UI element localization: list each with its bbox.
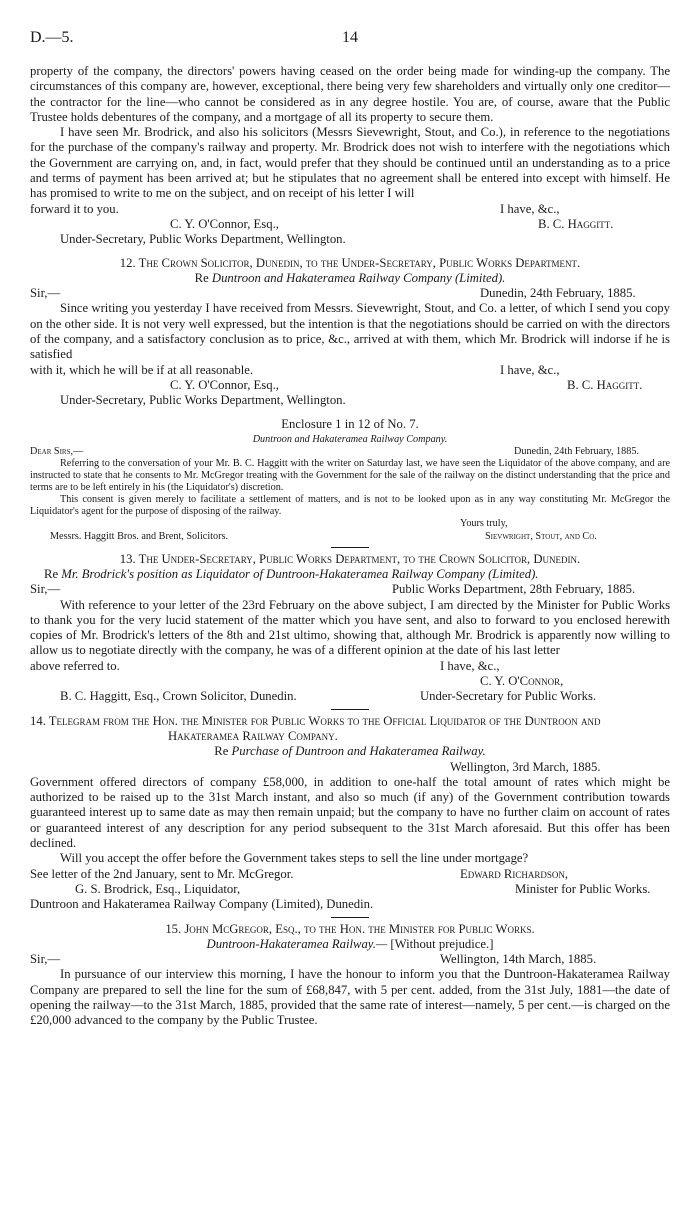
letter-heading-12: 12. The Crown Solicitor, Dunedin, to the Under-Secretary, Public Works Department.	[119, 255, 581, 270]
signature-line-14: See letter of the 2nd January, sent to Mr. McGregor. Edward Richardson,	[30, 866, 569, 881]
subject-line-12: Re Duntroon and Hakateramea Railway Company (Limited).	[194, 270, 506, 285]
address-line-12: C. Y. O'Connor, Esq., B. C. Haggitt.	[170, 377, 643, 392]
subject-line-13: Re Mr. Brodrick's position as Liquidator of Duntroon-Hakateramea Railway Company (Limited).	[44, 566, 539, 581]
paragraph-15: In pursuance of our interview this morning, I have the honour to inform you that the Duntroon-Hakateramea Railway Company are prepared to sell the line for the sum of £68,847, with 5 per cent. added, from the 31st July, 1881—the date of opening the railway—to the 31st March, 1885, provided that the same rate of interest—namely, 5 per cent.—is charged on the £20,000 advanced to the company by the Public Trustee.	[30, 967, 670, 1028]
subject-line-15: Duntroon-Hakateramea Railway.— [Without prejudice.]	[206, 936, 494, 951]
divider	[331, 709, 369, 710]
closing-line-11: forward it to you. I have, &c.,	[30, 201, 560, 216]
divider	[331, 547, 369, 548]
signature: B. C. Haggitt.	[567, 377, 643, 392]
address-line-13: B. C. Haggitt, Esq., Crown Solicitor, Dunedin. Under-Secretary for Public Works.	[60, 689, 597, 704]
letter-heading-14: 14. Telegram from the Hon. the Minister for Public Works to the Official Liquidator of the Duntroon and Hakateramea Railway Company.	[30, 713, 601, 743]
paragraph-continued: property of the company, the directors' powers having ceased on the order being made for winding-up the company. The circumstances of this company are, however, exceptional, there being very few shareholders and virtually only one creditor—the contractor for the line—who cannot be considered as in any degree hostile. You are, of course, aware that the Public Trustee holds debentures of the company, and a mortgage of all its property to secure them.	[30, 64, 670, 124]
enclosure-paragraph: Referring to the conversation of your Mr. B. C. Haggitt with the writer on Saturday last, we have seen the Liquidator of the above company, and are instructed to state that he consents to Mr. McGregor treating with the Government for the sale of the railway on the distinct understanding that the price and terms are to be left entirely in his (the Liquidator's) discretion.	[30, 458, 670, 494]
enclosure-paragraph: This consent is given merely to facilitate a settlement of matters, and is not to be looked upon as in any way constituting Mr. McGregor the Liquidator's agent for the purpose of disposing of the railway.	[30, 494, 670, 518]
closing-line-13: above referred to. I have, &c.,	[30, 658, 500, 673]
document-code: D.—5.	[30, 29, 74, 46]
letter-heading-15: 15. John McGregor, Esq., to the Hon. the Minister for Public Works.	[165, 921, 535, 936]
address-line-14: G. S. Brodrick, Esq., Liquidator, Minister for Public Works.	[75, 881, 651, 896]
salutation-row-13: Sir,— Public Works Department, 28th February, 1885.	[30, 582, 636, 597]
page-header	[30, 30, 670, 64]
signature: Edward Richardson,	[460, 866, 569, 881]
salutation-row-12: Sir,— Dunedin, 24th February, 1885.	[30, 286, 636, 301]
address-line-11: C. Y. O'Connor, Esq., B. C. Haggitt.	[170, 216, 614, 231]
signature: C. Y. O'Connor,	[480, 674, 564, 689]
signature: B. C. Haggitt.	[538, 216, 614, 231]
subject-line-14: Re Purchase of Duntroon and Hakateramea Railway.	[214, 744, 486, 759]
signature: Sievwright, Stout, and Co.	[485, 530, 597, 542]
enclosure: Duntroon and Hakateramea Railway Company. Dear Sirs,— Dunedin, 24th February, 1885. Referring to the conversation of your Mr. B. C. Haggitt with the writer on Saturday last, we have seen the Liquidator of the above company, and are instructed to state that he consents to Mr. McGregor treating with the Government for the sale of the railway on the distinct understanding that the price and terms are to be left entirely in his (the Liquidator's) discretion. This consent is given merely to facilitate a settlement of matters, and is not to be looked upon as in any way constituting Mr. McGregor the Liquidator's agent for the purpose of disposing of the railway. Yours truly, Messrs. Haggitt Bros. and Brent, Solicitors. Sievwright, Stout, and Co.	[30, 433, 670, 542]
address-line-14b: Duntroon and Hakateramea Railway Company (Limited), Dunedin.	[30, 897, 374, 912]
paragraph-12: Since writing you yesterday I have received from Messrs. Sievewright, Stout, and Co. a letter, of which I send you copy on the other side. It is not very well expressed, but the intention is that the negotiations should be carried on with the directors of the company, and a satisfactory conclusion as to price, &c., arrived at with them, which Mr. Brodrick will indorse if he is satisfied	[30, 301, 670, 362]
paragraph-brodrick: I have seen Mr. Brodrick, and also his solicitors (Messrs Sievewright, Stout, and Co.), in reference to the negotiations for the purchase of the company's railway and property. Mr. Brodrick does not wish to interfere with the negotiations which the Government are carrying on, and, in fact, would prefer that they should be continued until an understanding as to a price and terms of payment has been arrived at; but he stipulates that no agreement shall be entered into except with himself. He has promised to write to me on the subject, and on receipt of his letter I will	[30, 125, 670, 201]
closing-line-12: with it, which he will be if at all reasonable. I have, &c.,	[30, 362, 560, 377]
paragraph-13: With reference to your letter of the 23rd February on the above subject, I am directed by the Minister for Public Works to thank you for the very lucid statement of the matter which you have sent, and also to forward to you enclosed herewith copies of Mr. Brodrick's letters of the 8th and 21st ultimo, showing that, although Mr. Brodrick is apparently now willing to allow us to negotiate directly with the company, he was of a different opinion at the date of his last letter	[30, 597, 670, 658]
address-line-12b: Under-Secretary, Public Works Department, Wellington.	[60, 393, 346, 408]
signature-line-13	[30, 674, 670, 689]
address-line-11b: Under-Secretary, Public Works Department, Wellington.	[60, 232, 346, 247]
date-row-14: Wellington, 3rd March, 1885.	[450, 759, 601, 774]
paragraph-14b: Will you accept the offer before the Government takes steps to sell the line under mortgage?	[60, 851, 529, 866]
divider	[331, 917, 369, 918]
paragraph-14: Government offered directors of company £58,000, in addition to one-half the total amount of rates which might be authorized to be raised up to the 31st March instant, and also so much (if any) of the Government contribution towards guaranteed interest up to same date as may then remain unpaid; but the company to have no further claim on account of rates or guaranteed interest of any description for any period subsequent to the 31st March aforesaid. But this offer has been declined.	[30, 774, 670, 851]
enclosure-title: Enclosure 1 in 12 of No. 7.	[281, 416, 419, 431]
letter-heading-13: 13. The Under-Secretary, Public Works Department, to the Crown Solicitor, Dunedin.	[119, 551, 581, 566]
page-number: 14	[342, 29, 358, 46]
salutation-row-15: Sir,— Wellington, 14th March, 1885.	[30, 952, 597, 967]
